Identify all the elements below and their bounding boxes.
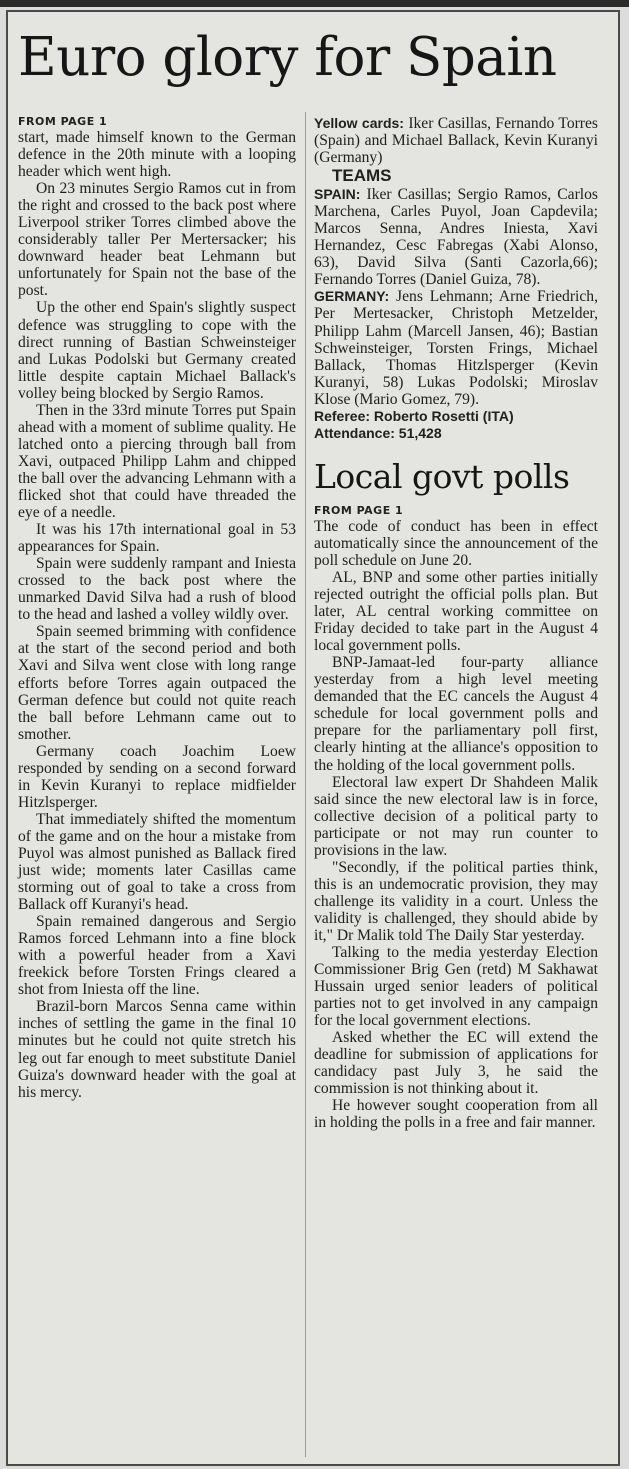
column-divider [305,112,306,1457]
story2-kicker: FROM PAGE 1 [314,503,404,517]
right-column [314,115,598,1132]
yellow-cards-label: Yellow cards: [314,115,404,131]
story1-paragraph: That immediately shifted the momentum of the game and on the hour a mistake from Puyol was almost punished as Ballack fired just wide; moments later Casillas came storming out of goal to take a cross from Ballack off Kuranyi's head. [18,810,296,914]
spain-text: Iker Casillas; Sergio Ramos, Carlos Marchena, Carles Puyol, Joan Capdevila; Marcos Senna, Andres Iniesta, Xavi Hernandez, Cesc Fabregas (Xabi Alonso, 63), David Silva (Santi Cazorla,66); Fernando Torres (Daniel Guiza, 78). [314,186,598,289]
story1-paragraph: Up the other end Spain's slightly suspect defence was struggling to cope with the direct running of Bastian Schweinsteiger and Lukas Podolski but Germany created little despite captain Michael Ballack's volley being blocked by Sergio Ramos. [18,299,296,402]
story2-paragraph: He however sought cooperation from all in holding the polls in a free and fair manner. [314,1097,598,1132]
story2-headline: Local govt polls [314,456,570,496]
germany-label: GERMANY: [314,288,390,305]
yellow-cards [314,115,598,166]
story1-paragraph: Spain seemed brimming with confidence at the start of the second period and both Xavi and Silva went close with long range efforts before Torres again outpaced the German defence but could not quite reach the ball before Lehmann came out to smother. [18,623,296,743]
story1-paragraph: Then in the 33rd minute Torres put Spain ahead with a moment of sublime quality. He latched onto a piercing through ball from Xavi, outpaced Philipp Lahm and chipped the ball over the advancing Lehmann with a flicked shot that could have threaded the eye of a needle. [18,401,296,522]
story2-paragraph: BNP-Jamaat-led four-party alliance yesterday from a high level meeting demanded that the EC cancels the August 4 schedule for local government polls and prepare for the parliamentary poll first, clearly hinting at the alliance's opposition to the holding of the local government polls. [314,654,598,774]
attendance: Attendance: 51,428 [314,424,442,441]
germany-text: Jens Lehmann; Arne Friedrich, Per Mertesacker, Christoph Metzelder, Philipp Lahm (Marcell Jansen, 46); Bastian Schweinsteiger, Torsten Frings, Michael Ballack, Thomas Hitzlsperger (Kevin Kuranyi, 58) Lukas Podolski; Miroslav Klose (Mario Gomez, 79). [314,288,598,408]
story2-paragraph: Asked whether the EC will extend the deadline for submission of applications for candidacy past July 3, he said the commission is not thinking about it. [314,1029,598,1098]
story1-left-column [18,115,296,1101]
referee: Referee: Roberto Rosetti (ITA) [314,407,514,424]
spain-label: SPAIN: [314,186,361,203]
story1-paragraph: Spain remained dangerous and Sergio Ramos forced Lehmann into a fine block with a powerful header from a Xavi freekick before Torsten Frings cleared a shot from Iniesta off the line. [18,913,296,999]
story1-paragraph: start, made himself known to the German defence in the 20th minute with a looping header which went high. [18,129,296,181]
story2-paragraph: "Secondly, if the political parties think, this is an undemocratic provision, they may challenge its validity in a court. Unless the validity is challenged, they should abide by it," Dr Malik told The Daily Star yesterday. [314,858,598,944]
newspaper-page [6,10,620,1466]
yellow-cards-text: Iker Casillas, Fernando Torres (Spain) and Michael Ballack, Kevin Kuranyi (Germany) [314,115,598,167]
story1-paragraph: It was his 17th international goal in 53 appearances for Spain. [18,521,296,556]
story2-paragraph: Electoral law expert Dr Shahdeen Malik said since the new electoral law is in force, collective decision of a political party to participate or not may run counter to provisions in the law. [314,773,598,859]
top-border [0,0,629,7]
spain-lineup [314,186,598,288]
story1-kicker: FROM PAGE 1 [18,115,108,128]
story2-paragraph: Talking to the media yesterday Election Commissioner Brig Gen (retd) M Sakhawat Hussain urged senior leaders of political parties not to get involved in any campaign for the local government elections. [314,944,598,1030]
story2-paragraph: AL, BNP and some other parties initially rejected outright the official polls plan. But later, AL central working committee on Friday decided to take part in the August 4 local government polls. [314,568,598,655]
headline: Euro glory for Spain [18,27,557,88]
story1-paragraph: Spain were suddenly rampant and Iniesta crossed to the back post where the unmarked David Silva had a rush of blood to the head and lashed a volley wildly over. [18,555,296,624]
teams-heading: TEAMS [332,166,392,186]
germany-lineup [314,288,598,407]
story1-paragraph: Germany coach Joachim Loew responded by sending on a second forward in Kevin Kuranyi to replace midfielder Hitzlsperger. [18,742,296,811]
story1-paragraph: On 23 minutes Sergio Ramos cut in from the right and crossed to the back post where Liverpool striker Torres climbed above the considerably taller Per Mertersacker; his downward header beat Lehmann but unfortunately for Spain not the base of the post. [18,180,296,300]
story2-paragraph: The code of conduct has been in effect automatically since the announcement of the poll schedule on June 20. [314,517,598,569]
story1-paragraph: Brazil-born Marcos Senna came within inches of settling the game in the final 10 minutes but he could not quite stretch his leg out far enough to meet substitute Daniel Guiza's downward header with the goal at his mercy. [18,998,296,1101]
